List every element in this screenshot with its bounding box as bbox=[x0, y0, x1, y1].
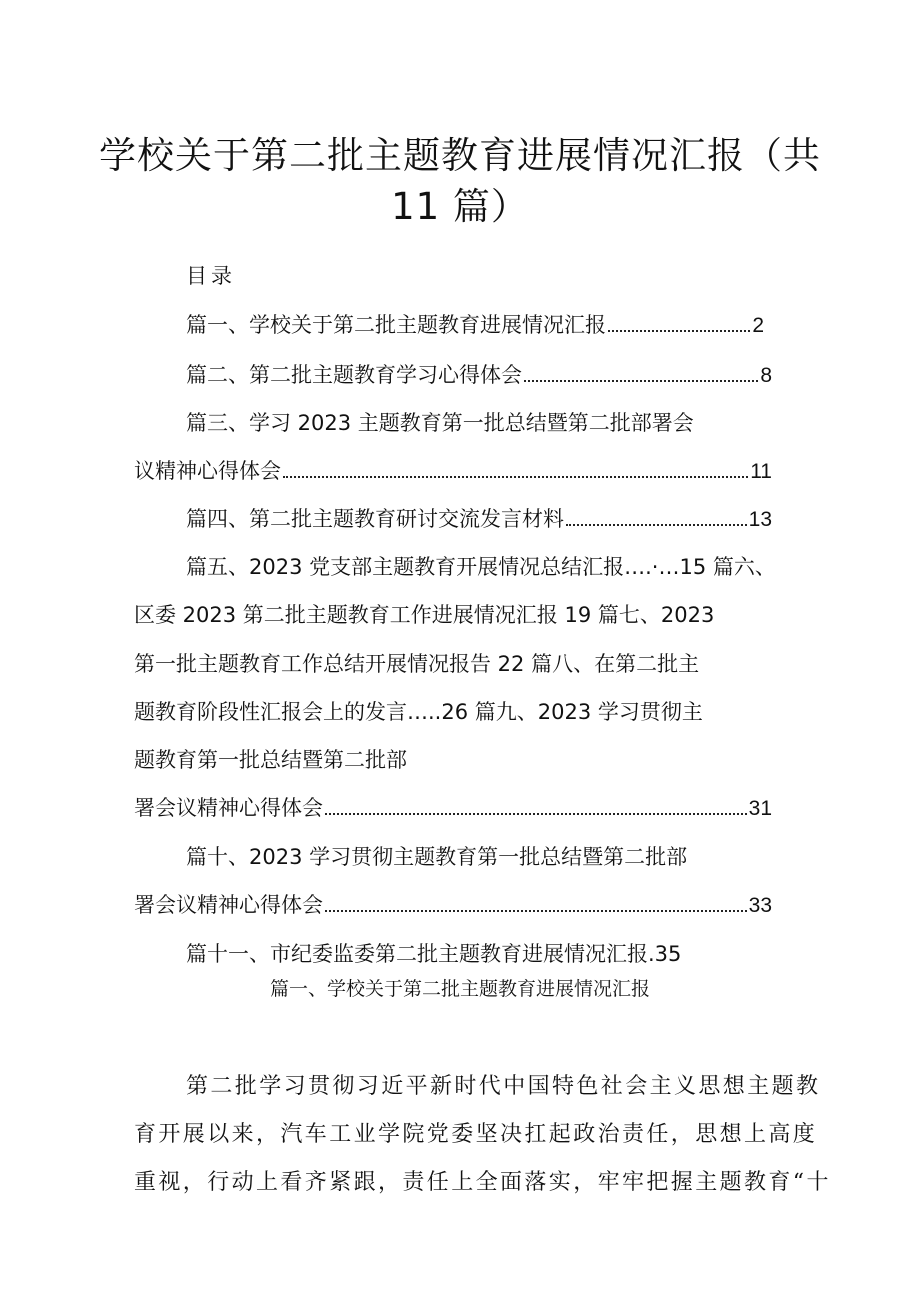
toc-entry-title: 署会议精神心得体会 bbox=[134, 796, 323, 820]
toc-leader-dots bbox=[524, 362, 758, 382]
toc-entry-3-line-2[interactable] bbox=[134, 457, 772, 486]
toc-entry-9-tail[interactable] bbox=[134, 794, 772, 823]
toc-entry-4[interactable] bbox=[186, 505, 772, 534]
toc-entry-title: 议精神心得体会 bbox=[134, 459, 281, 483]
toc-entry-page: 13 bbox=[748, 508, 772, 531]
toc-run-line-5[interactable]: 题教育第一批总结暨第二批部 bbox=[134, 748, 407, 772]
document-title-line-2: 11 篇） bbox=[391, 185, 529, 228]
toc-entry-page: 8 bbox=[760, 364, 772, 387]
paragraph-line-2: 育开展以来，汽车工业学院党委坚决扛起政治责任，思想上高度 bbox=[134, 1122, 818, 1147]
document-title-line-1: 学校关于第二批主题教育进展情况汇报（共 bbox=[99, 134, 821, 177]
toc-entry-title: 篇四、第二批主题教育研讨交流发言材料 bbox=[186, 507, 564, 531]
toc-leader-dots bbox=[325, 795, 747, 815]
paragraph-line-3: 重视，行动上看齐紧跟，责任上全面落实，牢牢把握主题教育“十 bbox=[134, 1170, 831, 1195]
toc-entry-3-line-1[interactable]: 篇三、学习 2023 主题教育第一批总结暨第二批部署会 bbox=[186, 411, 694, 435]
toc-entry-11[interactable]: 篇十一、市纪委监委第二批主题教育进展情况汇报.35 bbox=[186, 942, 682, 966]
toc-entry-title: 篇二、第二批主题教育学习心得体会 bbox=[186, 363, 522, 387]
toc-entry-title: 篇一、学校关于第二批主题教育进展情况汇报 bbox=[186, 313, 606, 337]
paragraph-line-1: 第二批学习贯彻习近平新时代中国特色社会主义思想主题教 bbox=[186, 1074, 821, 1099]
toc-run-line-4[interactable]: 题教育阶段性汇报会上的发言…..26 篇九、2023 学习贯彻主 bbox=[134, 700, 703, 724]
section-heading: 篇一、学校关于第二批主题教育进展情况汇报 bbox=[269, 978, 650, 1000]
toc-label: 目录 bbox=[186, 264, 236, 288]
toc-entry-page: 11 bbox=[750, 460, 772, 483]
toc-run-line-2[interactable]: 区委 2023 第二批主题教育工作进展情况汇报 19 篇七、2023 bbox=[134, 603, 715, 627]
toc-run-line-3[interactable]: 第一批主题教育工作总结开展情况报告 22 篇八、在第二批主 bbox=[134, 652, 700, 676]
toc-entry-2[interactable] bbox=[186, 361, 772, 390]
toc-entry-page: 31 bbox=[748, 797, 772, 820]
toc-leader-dots bbox=[608, 312, 750, 332]
toc-leader-dots bbox=[566, 506, 747, 526]
toc-entry-1[interactable] bbox=[186, 311, 764, 340]
toc-entry-10-line-2[interactable] bbox=[134, 891, 772, 920]
toc-entry-page: 2 bbox=[752, 314, 764, 337]
toc-entry-title: 署会议精神心得体会 bbox=[134, 893, 323, 917]
toc-leader-dots bbox=[325, 892, 747, 912]
toc-leader-dots bbox=[283, 458, 748, 478]
toc-run-line-1[interactable]: 篇五、2023 党支部主题教育开展情况总结汇报….·…15 篇六、 bbox=[186, 555, 776, 579]
toc-entry-page: 33 bbox=[748, 894, 772, 917]
toc-entry-10-line-1[interactable]: 篇十、2023 学习贯彻主题教育第一批总结暨第二批部 bbox=[186, 845, 688, 869]
